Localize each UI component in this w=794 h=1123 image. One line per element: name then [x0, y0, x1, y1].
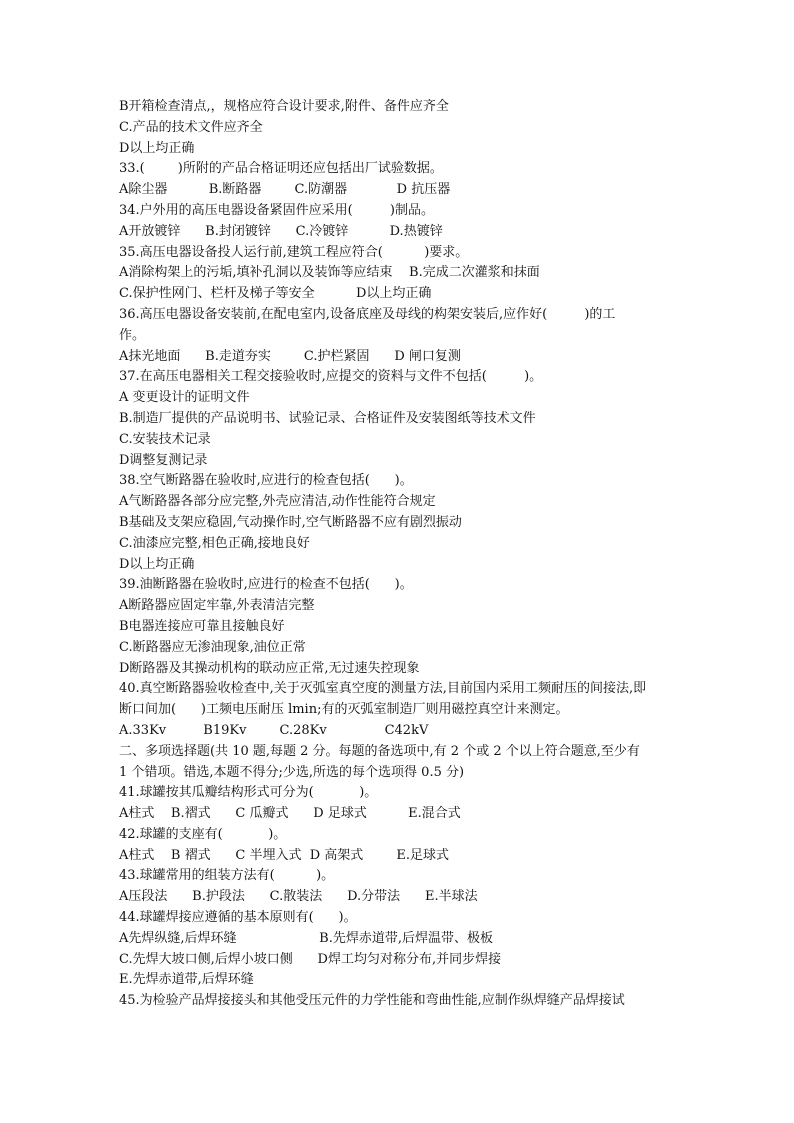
option-38-d: D以上均正确: [119, 556, 195, 572]
option-38-b: B基础及支架应稳固,气动操作时,空气断路器不应有剧烈振动: [119, 514, 462, 530]
question-39: 39.油断路器在验收时,应进行的检查不包括( )。: [119, 577, 413, 593]
text-line: D以上均正确: [119, 140, 195, 156]
options-40: A.33Kv B19Kv C.28Kv C42kV: [119, 722, 429, 738]
document-body: [119, 97, 709, 1012]
question-44: 44.球罐焊接应遵循的基本原则有( )。: [119, 910, 357, 926]
options-44: C.先焊大坡口侧,后焊小坡口侧 D焊工均匀对称分布,并同步焊接: [119, 951, 502, 967]
option-37-d: D调整复测记录: [119, 452, 208, 468]
question-41: 41.球罐按其瓜瓣结构形式可分为( )。: [119, 785, 378, 801]
question-40: 40.真空断路器验收检查中,关于灭弧室真空度的测量方法,目前国内采用工频耐压的间接法,即: [119, 681, 647, 697]
question-42: 42.球罐的支座有( )。: [119, 826, 287, 842]
section-heading: 1 个错项。错选,本题不得分;少选,所选的每个选项得 0.5 分): [119, 764, 465, 780]
options-43: A压段法 B.护段法 C.散装法 D.分带法 E.半球法: [119, 889, 478, 905]
option-37-a: A 变更设计的证明文件: [119, 390, 250, 406]
question-36: 36.高压电器设备安装前,在配电室内,设备底座及母线的构架安装后,应作好( )的工: [119, 306, 616, 322]
option-39-a: A断路器应固定牢靠,外表清洁完整: [119, 598, 315, 614]
options-44: E.先焊赤道带,后焊环缝: [119, 972, 254, 988]
options-34: A开放镀锌 B.封闭镀锌 C.冷镀锌 D.热镀锌: [119, 223, 443, 239]
option-37-b: B.制造厂提供的产品说明书、试验记录、合格证件及安装图纸等技术文件: [119, 410, 536, 426]
question-38: 38.空气断路器在验收时,应进行的检查包括( )。: [119, 473, 413, 489]
option-39-c: C.断路器应无渗油现象,油位正常: [119, 639, 306, 655]
options-42: A柱式 B 褶式 C 半埋入式 D 高架式 E.足球式: [119, 847, 449, 863]
question-43: 43.球罐常用的组装方法有( )。: [119, 868, 335, 884]
question-45: 45.为检验产品焊接接头和其他受压元件的力学性能和弯曲性能,应制作纵焊缝产品焊接试: [119, 993, 625, 1009]
options-33: A除尘器 B.断路器 C.防潮器 D 抗压器: [119, 182, 451, 198]
question-33: 33.( )所附的产品合格证明还应包括出厂试验数据。: [119, 161, 443, 177]
section-heading: 二、多项选择题(共 10 题,每题 2 分。每题的备选项中,有 2 个或 2 个以上符合题意,至少有: [119, 743, 640, 759]
options-35: A消除构架上的污垢,填补孔洞以及装饰等应结束 B.完成二次灌浆和抹面: [119, 265, 540, 281]
question-34: 34.户外用的高压电器设备紧固件应采用( )制品。: [119, 202, 435, 218]
question-35: 35.高压电器设备投人运行前,建筑工程应符合( )要求。: [119, 244, 469, 260]
options-35: C.保护性网门、栏杆及梯子等安全 D以上均正确: [119, 286, 432, 302]
text-line: C.产品的技术文件应齐全: [119, 119, 263, 135]
option-37-c: C.安装技术记录: [119, 431, 211, 447]
option-38-a: A气断路器各部分应完整,外壳应清洁,动作性能符合规定: [119, 494, 436, 510]
options-36: A抹光地面 B.走道夯实 C.护栏紧固 D 闸口复测: [119, 348, 461, 364]
options-44: A先焊纵缝,后焊环缝 B.先焊赤道带,后焊温带、极板: [119, 930, 493, 946]
option-39-b: B电器连接应可靠且接触良好: [119, 618, 285, 634]
question-37: 37.在高压电器相关工程交接验收时,应提交的资料与文件不包括( )。: [119, 369, 543, 385]
option-38-c: C.油漆应完整,相色正确,接地良好: [119, 535, 310, 551]
option-39-d: D断路器及其操动机构的联动应正常,无过速失控现象: [119, 660, 420, 676]
question-36: 作。: [119, 327, 146, 343]
text-line: B开箱检查清点,，规格应符合设计要求,附件、备件应齐全: [119, 99, 449, 114]
question-40: 断口间加( )工频电压耐压 lmin;有的灭弧室制造厂则用磁控真空计来测定。: [119, 702, 569, 718]
options-41: A柱式 B.褶式 C 瓜瓣式 D 足球式 E.混合式: [119, 806, 461, 822]
